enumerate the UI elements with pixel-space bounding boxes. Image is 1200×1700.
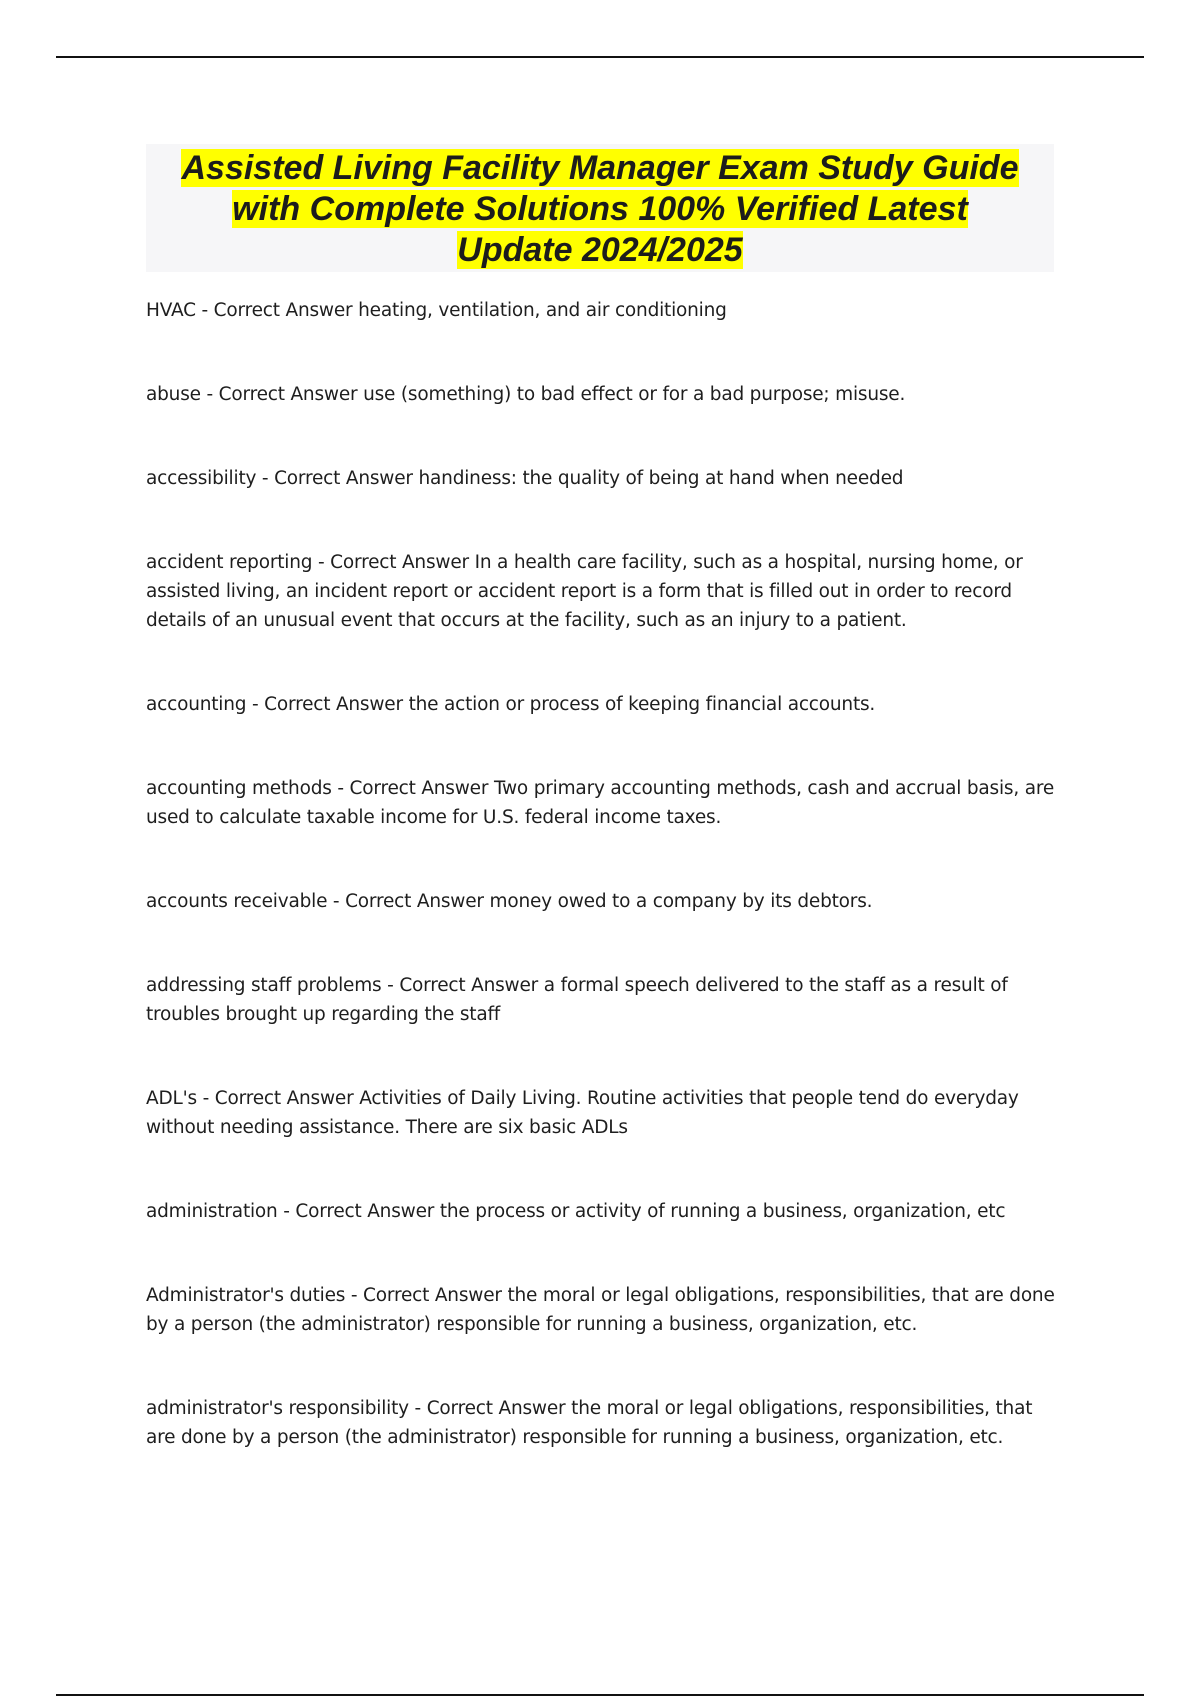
entry-separator: - Correct Answer xyxy=(246,694,409,715)
entry-separator: - Correct Answer xyxy=(200,384,364,405)
entry-answer: the process or activity of running a business, organization, etc xyxy=(439,1201,1006,1222)
bottom-rule xyxy=(56,1694,1144,1696)
entry-separator: - Correct Answer xyxy=(256,468,419,489)
glossary-entry xyxy=(146,774,1056,832)
entry-separator: - Correct Answer xyxy=(345,1285,508,1306)
entry-answer: Two primary accounting methods, cash and accrual basis, are used to calculate taxable income for U.S. federal income taxes. xyxy=(146,778,1055,828)
entry-answer: the action or process of keeping financial accounts. xyxy=(408,694,876,715)
entry-answer: In a health care facility, such as a hospital, nursing home, or assisted living, an incident report or accident report is a form that is filled out in order to record details of an unusual event that occurs at the facility, such as an injury to a patient. xyxy=(146,552,1023,631)
entry-separator: - Correct Answer xyxy=(312,552,475,573)
entry-term: accounting xyxy=(146,694,247,715)
entry-separator: - Correct Answer xyxy=(331,778,494,799)
entry-term: accounting methods xyxy=(146,778,332,799)
entry-separator: - Correct Answer xyxy=(408,1398,572,1419)
entry-term: ADL's xyxy=(146,1088,197,1109)
entry-answer: Activities of Daily Living. Routine activities that people tend do everyday without needing assistance. There are six basic ADLs xyxy=(146,1088,1019,1138)
glossary-entry xyxy=(146,1281,1056,1339)
entry-term: administrator's responsibility xyxy=(146,1398,409,1419)
entry-answer: a formal speech delivered to the staff as a result of troubles brought up regarding the staff xyxy=(146,975,1008,1025)
entry-term: HVAC xyxy=(146,300,196,321)
entry-answer: heating, ventilation, and air conditioning xyxy=(358,300,727,321)
glossary-entry xyxy=(146,380,1056,409)
glossary-list xyxy=(146,296,1056,1507)
entry-separator: - Correct Answer xyxy=(381,975,544,996)
title-line-3: Update 2024/2025 xyxy=(457,231,743,269)
entry-separator: - Correct Answer xyxy=(195,300,359,321)
top-rule xyxy=(56,56,1144,58)
entry-answer: the moral or legal obligations, responsibilities, that are done by a person (the administrator) responsible for running a business, organization, etc. xyxy=(146,1285,1055,1335)
entry-term: administration xyxy=(146,1201,278,1222)
entry-separator: - Correct Answer xyxy=(277,1201,440,1222)
entry-answer: handiness: the quality of being at hand when needed xyxy=(418,468,904,489)
glossary-entry xyxy=(146,1394,1056,1452)
glossary-entry xyxy=(146,971,1056,1029)
glossary-entry xyxy=(146,1197,1056,1226)
entry-answer: the moral or legal obligations, responsibilities, that are done by a person (the administrator) responsible for running a business, organization, etc. xyxy=(146,1398,1033,1448)
entry-term: accident reporting xyxy=(146,552,313,573)
glossary-entry xyxy=(146,296,1056,325)
title-line-1: Assisted Living Facility Manager Exam Study Guide xyxy=(181,149,1019,187)
glossary-entry xyxy=(146,548,1056,635)
title-line-2: with Complete Solutions 100% Verified Latest xyxy=(232,190,968,228)
document-title xyxy=(146,144,1054,272)
entry-separator: - Correct Answer xyxy=(327,891,490,912)
entry-answer: use (something) to bad effect or for a bad purpose; misuse. xyxy=(363,384,906,405)
entry-term: abuse xyxy=(146,384,201,405)
glossary-entry xyxy=(146,690,1056,719)
entry-term: accounts receivable xyxy=(146,891,328,912)
glossary-entry xyxy=(146,464,1056,493)
glossary-entry xyxy=(146,1084,1056,1142)
entry-separator: - Correct Answer xyxy=(196,1088,360,1109)
entry-term: Administrator's duties xyxy=(146,1285,346,1306)
entry-term: addressing staff problems xyxy=(146,975,382,996)
glossary-entry xyxy=(146,887,1056,916)
entry-term: accessibility xyxy=(146,468,257,489)
entry-answer: money owed to a company by its debtors. xyxy=(489,891,873,912)
